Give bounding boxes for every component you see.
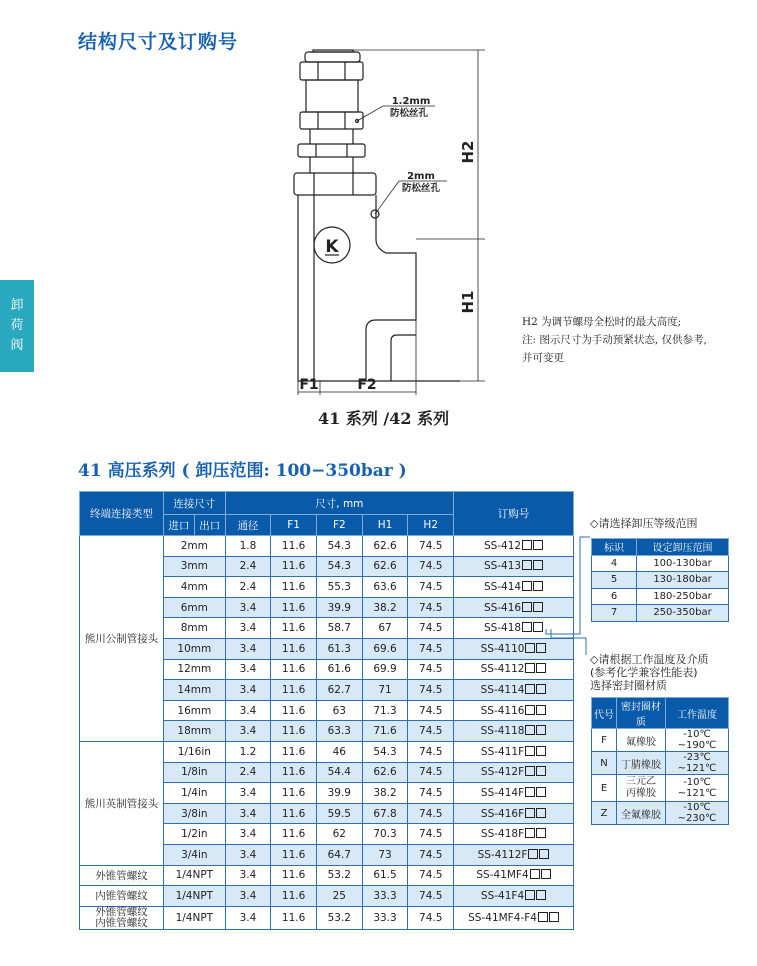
drawing-notes xyxy=(522,313,707,367)
order-number-cell xyxy=(454,741,574,762)
note-line: 并可变更 xyxy=(522,352,564,364)
f2-cell: 63 xyxy=(316,700,362,721)
f2-cell: 39.9 xyxy=(316,783,362,804)
side-tab-char: 卸 xyxy=(10,298,24,313)
bore-cell: 3.4 xyxy=(225,886,271,907)
pressure-hint: ◇请选择卸压等级范围 xyxy=(590,517,698,530)
order-number: SS-412F xyxy=(480,766,525,779)
order-number: SS-411F xyxy=(480,745,525,758)
f1-cell: 11.6 xyxy=(271,659,317,680)
connection-size-cell: 1/2in xyxy=(163,824,225,845)
order-number-cell xyxy=(454,680,574,701)
connection-size-cell: 1/4NPT xyxy=(163,906,225,929)
order-number: SS-41MF4 xyxy=(476,869,529,882)
h1-cell: 67 xyxy=(362,618,408,639)
connection-type-cell: 内锥管螺纹 xyxy=(80,886,164,907)
table-row xyxy=(80,536,574,557)
connection-size-cell: 6mm xyxy=(163,597,225,618)
h2-cell: 74.5 xyxy=(408,762,454,783)
h1-cell: 54.3 xyxy=(362,741,408,762)
order-number: SS-4110 xyxy=(480,642,525,655)
bore-cell: 3.4 xyxy=(225,638,271,659)
page-title: 结构尺寸及订购号 xyxy=(78,31,239,53)
h2-cell: 74.5 xyxy=(408,659,454,680)
bore-cell: 3.4 xyxy=(225,659,271,680)
option-placeholder-box xyxy=(525,684,535,694)
header-code: 标识 xyxy=(592,539,637,556)
bore-cell: 2.4 xyxy=(225,577,271,598)
f2-cell: 55.3 xyxy=(316,577,362,598)
table-row xyxy=(80,886,574,907)
order-number: SS-412 xyxy=(483,539,522,552)
order-number-cell xyxy=(454,824,574,845)
option-placeholder-box xyxy=(522,622,532,632)
option-placeholder-box xyxy=(536,766,546,776)
option-placeholder-box xyxy=(525,725,535,735)
bore-cell: 3.4 xyxy=(225,844,271,865)
h1-cell: 33.3 xyxy=(362,886,408,907)
header-inlet: 进口 xyxy=(163,515,194,536)
header-h1: H1 xyxy=(362,515,408,536)
header-f1: F1 xyxy=(271,515,317,536)
option-placeholder-box xyxy=(536,705,546,715)
header-outlet: 出口 xyxy=(194,515,225,536)
order-number-cell xyxy=(454,865,574,886)
h2-cell: 74.5 xyxy=(408,844,454,865)
option-placeholder-box xyxy=(522,602,532,612)
header-code: 代号 xyxy=(592,698,617,729)
f1-cell: 11.6 xyxy=(271,844,317,865)
order-number: SS-416F xyxy=(480,807,525,820)
option-placeholder-box xyxy=(522,540,532,550)
f2-cell: 46 xyxy=(316,741,362,762)
h1-cell: 61.5 xyxy=(362,865,408,886)
connection-size-cell: 16mm xyxy=(163,700,225,721)
section-title: 41 高压系列 ( 卸压范围: 100−350bar ) xyxy=(78,461,407,481)
f1-cell: 11.6 xyxy=(271,680,317,701)
order-number: SS-4112 xyxy=(480,663,525,676)
connection-size-cell: 18mm xyxy=(163,721,225,742)
order-number: SS-418 xyxy=(483,622,522,635)
h2-cell: 74.5 xyxy=(408,556,454,577)
side-tab-char: 阀 xyxy=(10,338,24,353)
connection-size-cell: 4mm xyxy=(163,577,225,598)
order-number-cell xyxy=(454,783,574,804)
option-placeholder-box xyxy=(539,849,549,859)
valve-drawing xyxy=(285,40,500,395)
option-placeholder-box xyxy=(538,912,548,922)
option-placeholder-box xyxy=(522,581,532,591)
bore-cell: 1.2 xyxy=(225,741,271,762)
svg-text:H2: H2 xyxy=(459,140,477,164)
f1-cell: 11.6 xyxy=(271,618,317,639)
f1-cell: 11.6 xyxy=(271,824,317,845)
svg-text:防松丝孔: 防松丝孔 xyxy=(401,183,441,194)
svg-text:F2: F2 xyxy=(357,377,377,393)
option-placeholder-box xyxy=(525,643,535,653)
table-row xyxy=(80,741,574,762)
bore-cell: 2.4 xyxy=(225,556,271,577)
svg-text:2mm: 2mm xyxy=(407,171,435,182)
order-number: SS-418F xyxy=(480,828,525,841)
bore-cell: 3.4 xyxy=(225,700,271,721)
order-number-cell xyxy=(454,762,574,783)
option-placeholder-box xyxy=(525,787,535,797)
f1-cell: 11.6 xyxy=(271,536,317,557)
h2-cell: 74.5 xyxy=(408,886,454,907)
f2-cell: 62.7 xyxy=(316,680,362,701)
h1-cell: 62.6 xyxy=(362,762,408,783)
order-number: SS-4112F xyxy=(477,848,528,861)
table-row xyxy=(80,906,574,929)
f2-cell: 63.3 xyxy=(316,721,362,742)
bore-cell: 3.4 xyxy=(225,721,271,742)
option-placeholder-box xyxy=(525,746,535,756)
table-row: F 氟橡胶 -10℃ ~190℃ xyxy=(592,729,729,752)
option-placeholder-box xyxy=(536,890,546,900)
h2-cell: 74.5 xyxy=(408,783,454,804)
table-row xyxy=(80,865,574,886)
option-placeholder-box xyxy=(525,766,535,776)
option-placeholder-box xyxy=(525,663,535,673)
option-placeholder-box xyxy=(536,746,546,756)
connection-size-cell: 10mm xyxy=(163,638,225,659)
f1-cell: 11.6 xyxy=(271,803,317,824)
pressure-range-table xyxy=(591,538,729,622)
f1-cell: 11.6 xyxy=(271,597,317,618)
header-h2: H2 xyxy=(408,515,454,536)
order-number-cell xyxy=(454,844,574,865)
connection-size-cell: 3/8in xyxy=(163,803,225,824)
h1-cell: 62.6 xyxy=(362,536,408,557)
f1-cell: 11.6 xyxy=(271,783,317,804)
bore-cell: 3.4 xyxy=(225,597,271,618)
f2-cell: 61.3 xyxy=(316,638,362,659)
bore-cell: 1.8 xyxy=(225,536,271,557)
note-line: H2 为调节螺母全松时的最大高度; xyxy=(522,316,682,328)
h2-cell: 74.5 xyxy=(408,741,454,762)
table-row: N 丁腈橡胶 -23℃ ~121℃ xyxy=(592,752,729,775)
table-row: 5 130-180bar xyxy=(592,572,729,589)
connection-size-cell: 12mm xyxy=(163,659,225,680)
f1-cell: 11.6 xyxy=(271,721,317,742)
f2-cell: 61.6 xyxy=(316,659,362,680)
h2-cell: 74.5 xyxy=(408,680,454,701)
option-placeholder-box xyxy=(536,684,546,694)
f1-cell: 11.6 xyxy=(271,577,317,598)
connection-size-cell: 1/8in xyxy=(163,762,225,783)
h1-cell: 38.2 xyxy=(362,783,408,804)
connection-size-cell: 1/16in xyxy=(163,741,225,762)
bore-cell: 3.4 xyxy=(225,618,271,639)
f1-cell: 11.6 xyxy=(271,638,317,659)
order-number-cell xyxy=(454,721,574,742)
f1-cell: 11.6 xyxy=(271,886,317,907)
option-placeholder-box xyxy=(536,787,546,797)
connection-size-cell: 3mm xyxy=(163,556,225,577)
svg-text:F1: F1 xyxy=(299,377,319,393)
h1-cell: 69.9 xyxy=(362,659,408,680)
h1-cell: 69.6 xyxy=(362,638,408,659)
connector-lines xyxy=(540,530,590,655)
h2-cell: 74.5 xyxy=(408,721,454,742)
connection-size-cell: 14mm xyxy=(163,680,225,701)
side-tab-char: 荷 xyxy=(10,318,24,333)
table-row: 4 100-130bar xyxy=(592,555,729,572)
option-placeholder-box xyxy=(536,725,546,735)
f2-cell: 53.2 xyxy=(316,906,362,929)
table-row: 6 180-250bar xyxy=(592,588,729,605)
h1-cell: 73 xyxy=(362,844,408,865)
option-placeholder-box xyxy=(541,869,551,879)
option-placeholder-box xyxy=(525,808,535,818)
option-placeholder-box xyxy=(530,869,540,879)
f1-cell: 11.6 xyxy=(271,700,317,721)
order-number: SS-41MF4-F4 xyxy=(468,911,537,924)
h2-cell: 74.5 xyxy=(408,865,454,886)
bore-cell: 3.4 xyxy=(225,906,271,929)
f2-cell: 62 xyxy=(316,824,362,845)
order-number: SS-41F4 xyxy=(480,889,525,902)
h2-cell: 74.5 xyxy=(408,803,454,824)
h1-cell: 71 xyxy=(362,680,408,701)
f2-cell: 59.5 xyxy=(316,803,362,824)
f1-cell: 11.6 xyxy=(271,556,317,577)
svg-text:防松丝孔: 防松丝孔 xyxy=(389,108,429,119)
f1-cell: 11.6 xyxy=(271,741,317,762)
header-connection-size: 连接尺寸 xyxy=(163,492,225,515)
seal-hint: ◇请根据工作温度及介质 (参考化学兼容性能表) 选择密封圈材质 xyxy=(590,653,709,692)
header-range: 设定卸压范围 xyxy=(637,539,729,556)
option-placeholder-box xyxy=(525,828,535,838)
bore-cell: 3.4 xyxy=(225,680,271,701)
bore-cell: 3.4 xyxy=(225,783,271,804)
h1-cell: 62.6 xyxy=(362,556,408,577)
h2-cell: 74.5 xyxy=(408,536,454,557)
order-number-cell xyxy=(454,659,574,680)
f1-cell: 11.6 xyxy=(271,865,317,886)
connection-size-cell: 3/4in xyxy=(163,844,225,865)
h2-cell: 74.5 xyxy=(408,638,454,659)
f2-cell: 25 xyxy=(316,886,362,907)
order-number: SS-4114 xyxy=(480,683,525,696)
header-connection-type: 终端连接类型 xyxy=(80,492,164,536)
connection-type-cell: 外锥管螺纹 xyxy=(80,865,164,886)
option-placeholder-box xyxy=(525,890,535,900)
f2-cell: 39.9 xyxy=(316,597,362,618)
f1-cell: 11.6 xyxy=(271,906,317,929)
connection-size-cell: 1/4in xyxy=(163,783,225,804)
h1-cell: 67.8 xyxy=(362,803,408,824)
option-placeholder-box xyxy=(536,663,546,673)
note-line: 注: 图示尺寸为手动预紧状态, 仅供参考, xyxy=(522,334,707,346)
connection-type-cell: 熊川公制管接头 xyxy=(80,536,164,742)
svg-text:K: K xyxy=(325,237,339,257)
h2-cell: 74.5 xyxy=(408,824,454,845)
order-number-cell xyxy=(454,906,574,929)
dimension-order-table xyxy=(79,491,574,930)
f2-cell: 54.3 xyxy=(316,556,362,577)
order-number: SS-416 xyxy=(483,601,522,614)
table-row: E 三元乙丙橡胶 -10℃ ~121℃ xyxy=(592,775,729,802)
order-number: SS-413 xyxy=(483,560,522,573)
header-seal-material: 密封圈材质 xyxy=(617,698,666,729)
f2-cell: 54.3 xyxy=(316,536,362,557)
f2-cell: 53.2 xyxy=(316,865,362,886)
option-placeholder-box xyxy=(525,705,535,715)
side-tab-unloading-valve xyxy=(0,280,34,372)
h1-cell: 38.2 xyxy=(362,597,408,618)
seal-material-table xyxy=(591,697,729,825)
f2-cell: 54.4 xyxy=(316,762,362,783)
h2-cell: 74.5 xyxy=(408,700,454,721)
h2-cell: 74.5 xyxy=(408,618,454,639)
h2-cell: 74.5 xyxy=(408,906,454,929)
header-f2: F2 xyxy=(316,515,362,536)
h1-cell: 71.6 xyxy=(362,721,408,742)
option-placeholder-box xyxy=(528,849,538,859)
option-placeholder-box xyxy=(549,912,559,922)
header-dimensions: 尺寸, mm xyxy=(225,492,453,515)
bore-cell: 3.4 xyxy=(225,803,271,824)
bore-cell: 2.4 xyxy=(225,762,271,783)
h1-cell: 71.3 xyxy=(362,700,408,721)
svg-text:H1: H1 xyxy=(459,290,477,314)
connection-size-cell: 1/4NPT xyxy=(163,886,225,907)
connection-size-cell: 8mm xyxy=(163,618,225,639)
f2-cell: 64.7 xyxy=(316,844,362,865)
table-row: 7 250-350bar xyxy=(592,605,729,622)
svg-text:1.2mm: 1.2mm xyxy=(391,96,431,107)
h2-cell: 74.5 xyxy=(408,577,454,598)
order-number: SS-414F xyxy=(480,786,525,799)
header-bore: 通径 xyxy=(225,515,271,536)
h1-cell: 63.6 xyxy=(362,577,408,598)
order-number-cell xyxy=(454,700,574,721)
connection-type-cell: 熊川英制管接头 xyxy=(80,741,164,865)
connection-type-cell: 外锥管螺纹 内锥管螺纹 xyxy=(80,906,164,929)
connection-size-cell: 2mm xyxy=(163,536,225,557)
f1-cell: 11.6 xyxy=(271,762,317,783)
h1-cell: 70.3 xyxy=(362,824,408,845)
table-row: Z 全氟橡胶 -10℃ ~230℃ xyxy=(592,802,729,825)
order-number: SS-4116 xyxy=(480,704,525,717)
header-order-number: 订购号 xyxy=(454,492,574,536)
drawing-caption: 41 系列 /42 系列 xyxy=(318,409,450,428)
option-placeholder-box xyxy=(522,560,532,570)
order-number-cell xyxy=(454,886,574,907)
option-placeholder-box xyxy=(536,828,546,838)
h2-cell: 74.5 xyxy=(408,597,454,618)
order-number: SS-414 xyxy=(483,580,522,593)
header-temperature: 工作温度 xyxy=(666,698,729,729)
f2-cell: 58.7 xyxy=(316,618,362,639)
connection-size-cell: 1/4NPT xyxy=(163,865,225,886)
bore-cell: 3.4 xyxy=(225,865,271,886)
order-number-cell xyxy=(454,803,574,824)
bore-cell: 3.4 xyxy=(225,824,271,845)
order-number: SS-4118 xyxy=(480,725,525,738)
h1-cell: 33.3 xyxy=(362,906,408,929)
option-placeholder-box xyxy=(536,808,546,818)
